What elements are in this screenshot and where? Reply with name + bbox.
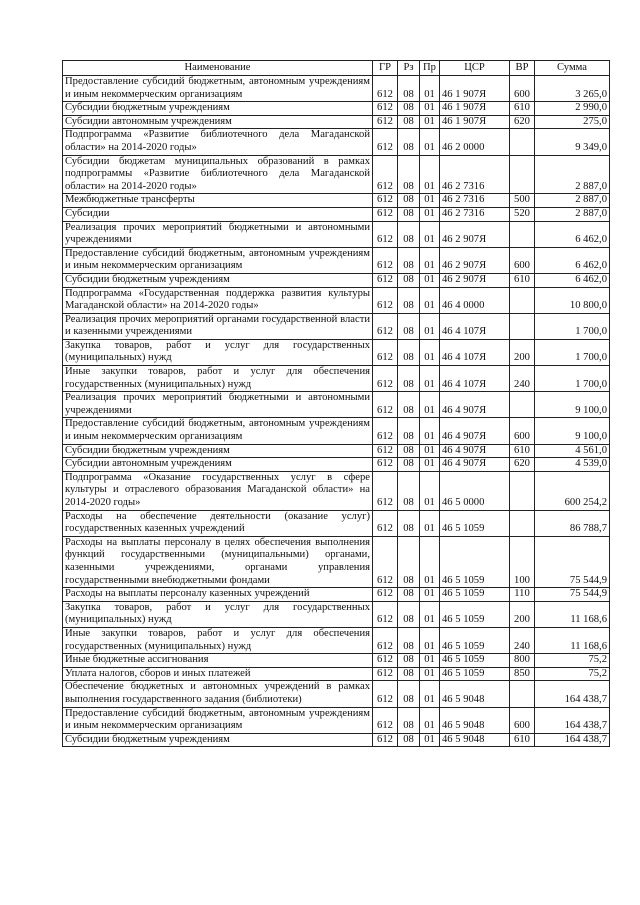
row-name-cell: Подпрограмма «Оказание государственных услуг в сфере культуры и отраслевого образования Магаданской области» на 2014-2020 годы» <box>63 471 373 510</box>
row-pr-cell: 01 <box>420 588 440 602</box>
row-pr-cell: 01 <box>420 510 440 536</box>
row-name-cell: Субсидии бюджетным учреждениям <box>63 444 373 458</box>
row-sum-cell: 6 462,0 <box>535 273 610 287</box>
row-name-cell: Обеспечение бюджетных и автономных учреждений в рамках выполнения государственного задания (библиотеки) <box>63 681 373 707</box>
row-rz-cell: 08 <box>398 247 420 273</box>
row-pr-cell: 01 <box>420 129 440 155</box>
row-pr-cell: 01 <box>420 194 440 208</box>
row-name-cell: Расходы на обеспечение деятельности (оказание услуг) государственных казенных учреждений <box>63 510 373 536</box>
row-gr-cell: 612 <box>373 627 398 653</box>
row-name-cell: Уплата налогов, сборов и иных платежей <box>63 667 373 681</box>
row-pr-cell: 01 <box>420 221 440 247</box>
row-gr-cell: 612 <box>373 115 398 129</box>
row-rz-cell: 08 <box>398 339 420 365</box>
row-csr-cell: 46 4 907Я <box>440 444 510 458</box>
row-pr-cell: 01 <box>420 418 440 444</box>
row-gr-cell: 612 <box>373 471 398 510</box>
row-gr-cell: 612 <box>373 418 398 444</box>
row-pr-cell: 01 <box>420 115 440 129</box>
row-vr-cell: 500 <box>510 194 535 208</box>
row-csr-cell: 46 1 907Я <box>440 115 510 129</box>
row-name-cell: Предоставление субсидий бюджетным, автономным учреждениям и иным некоммерческим организациям <box>63 707 373 733</box>
table-row <box>63 681 610 707</box>
budget-table <box>62 60 610 747</box>
row-rz-cell: 08 <box>398 471 420 510</box>
row-rz-cell: 08 <box>398 458 420 472</box>
row-csr-cell: 46 5 1059 <box>440 588 510 602</box>
row-rz-cell: 08 <box>398 654 420 668</box>
table-row <box>63 102 610 116</box>
row-gr-cell: 612 <box>373 207 398 221</box>
row-rz-cell: 08 <box>398 221 420 247</box>
row-sum-cell: 2 887,0 <box>535 194 610 208</box>
row-gr-cell: 612 <box>373 102 398 116</box>
row-vr-cell: 110 <box>510 588 535 602</box>
table-row <box>63 444 610 458</box>
row-gr-cell: 612 <box>373 654 398 668</box>
row-pr-cell: 01 <box>420 681 440 707</box>
header-gr: ГР <box>373 61 398 76</box>
row-sum-cell: 11 168,6 <box>535 627 610 653</box>
row-rz-cell: 08 <box>398 588 420 602</box>
row-sum-cell: 9 100,0 <box>535 392 610 418</box>
row-name-cell: Субсидии автономным учреждениям <box>63 458 373 472</box>
row-csr-cell: 46 4 107Я <box>440 339 510 365</box>
table-row <box>63 129 610 155</box>
row-sum-cell: 1 700,0 <box>535 313 610 339</box>
row-vr-cell <box>510 313 535 339</box>
table-row <box>63 194 610 208</box>
table-row <box>63 471 610 510</box>
table-row <box>63 115 610 129</box>
row-sum-cell: 75,2 <box>535 667 610 681</box>
row-csr-cell: 46 2 7316 <box>440 194 510 208</box>
row-vr-cell <box>510 287 535 313</box>
row-name-cell: Подпрограмма «Государственная поддержка развития культуры Магаданской области» на 2014-2020 годы» <box>63 287 373 313</box>
row-rz-cell: 08 <box>398 733 420 747</box>
row-vr-cell: 850 <box>510 667 535 681</box>
row-rz-cell: 08 <box>398 627 420 653</box>
table-row <box>63 313 610 339</box>
row-rz-cell: 08 <box>398 115 420 129</box>
row-vr-cell: 600 <box>510 418 535 444</box>
row-csr-cell: 46 2 7316 <box>440 155 510 194</box>
table-row <box>63 392 610 418</box>
row-pr-cell: 01 <box>420 627 440 653</box>
row-rz-cell: 08 <box>398 707 420 733</box>
row-name-cell: Предоставление субсидий бюджетным, автономным учреждениям и иным некоммерческим организациям <box>63 76 373 102</box>
row-csr-cell: 46 4 107Я <box>440 366 510 392</box>
header-csr: ЦСР <box>440 61 510 76</box>
row-name-cell: Реализация прочих мероприятий органами государственной власти и казенными учреждениями <box>63 313 373 339</box>
header-rz: Рз <box>398 61 420 76</box>
row-pr-cell: 01 <box>420 392 440 418</box>
row-csr-cell: 46 1 907Я <box>440 76 510 102</box>
table-row <box>63 510 610 536</box>
row-sum-cell: 4 539,0 <box>535 458 610 472</box>
row-vr-cell: 240 <box>510 366 535 392</box>
row-vr-cell: 620 <box>510 115 535 129</box>
row-rz-cell: 08 <box>398 313 420 339</box>
row-pr-cell: 01 <box>420 471 440 510</box>
row-gr-cell: 612 <box>373 588 398 602</box>
row-rz-cell: 08 <box>398 102 420 116</box>
table-row <box>63 418 610 444</box>
row-name-cell: Закупка товаров, работ и услуг для государственных (муниципальных) нужд <box>63 601 373 627</box>
row-gr-cell: 612 <box>373 733 398 747</box>
row-sum-cell: 2 887,0 <box>535 207 610 221</box>
table-row <box>63 707 610 733</box>
row-name-cell: Субсидии бюджетным учреждениям <box>63 273 373 287</box>
row-sum-cell: 600 254,2 <box>535 471 610 510</box>
row-gr-cell: 612 <box>373 247 398 273</box>
row-csr-cell: 46 5 9048 <box>440 707 510 733</box>
row-pr-cell: 01 <box>420 313 440 339</box>
row-gr-cell: 612 <box>373 444 398 458</box>
row-csr-cell: 46 5 1059 <box>440 536 510 587</box>
row-csr-cell: 46 5 1059 <box>440 510 510 536</box>
row-gr-cell: 612 <box>373 667 398 681</box>
row-sum-cell: 1 700,0 <box>535 366 610 392</box>
row-rz-cell: 08 <box>398 536 420 587</box>
row-gr-cell: 612 <box>373 366 398 392</box>
row-rz-cell: 08 <box>398 418 420 444</box>
row-csr-cell: 46 5 1059 <box>440 667 510 681</box>
row-rz-cell: 08 <box>398 155 420 194</box>
row-gr-cell: 612 <box>373 681 398 707</box>
row-csr-cell: 46 2 7316 <box>440 207 510 221</box>
row-rz-cell: 08 <box>398 287 420 313</box>
row-pr-cell: 01 <box>420 207 440 221</box>
row-vr-cell: 610 <box>510 733 535 747</box>
row-sum-cell: 164 438,7 <box>535 707 610 733</box>
row-csr-cell: 46 5 1059 <box>440 627 510 653</box>
row-rz-cell: 08 <box>398 681 420 707</box>
row-name-cell: Расходы на выплаты персоналу в целях обеспечения выполнения функций государственными (муниципальными) органами, казенными учреждениями, органами управления государственными внебюджетными фондами <box>63 536 373 587</box>
row-sum-cell: 10 800,0 <box>535 287 610 313</box>
row-vr-cell: 800 <box>510 654 535 668</box>
row-vr-cell <box>510 155 535 194</box>
row-csr-cell: 46 4 0000 <box>440 287 510 313</box>
row-pr-cell: 01 <box>420 273 440 287</box>
row-name-cell: Расходы на выплаты персоналу казенных учреждений <box>63 588 373 602</box>
row-sum-cell: 4 561,0 <box>535 444 610 458</box>
row-rz-cell: 08 <box>398 194 420 208</box>
row-pr-cell: 01 <box>420 444 440 458</box>
table-row <box>63 627 610 653</box>
table-row <box>63 155 610 194</box>
row-sum-cell: 9 100,0 <box>535 418 610 444</box>
row-csr-cell: 46 2 0000 <box>440 129 510 155</box>
row-gr-cell: 612 <box>373 458 398 472</box>
row-vr-cell: 610 <box>510 102 535 116</box>
row-csr-cell: 46 5 1059 <box>440 654 510 668</box>
row-pr-cell: 01 <box>420 601 440 627</box>
row-name-cell: Межбюджетные трансферты <box>63 194 373 208</box>
row-rz-cell: 08 <box>398 273 420 287</box>
row-vr-cell: 200 <box>510 601 535 627</box>
row-vr-cell <box>510 392 535 418</box>
row-pr-cell: 01 <box>420 155 440 194</box>
row-pr-cell: 01 <box>420 247 440 273</box>
row-pr-cell: 01 <box>420 458 440 472</box>
row-name-cell: Реализация прочих мероприятий бюджетными и автономными учреждениями <box>63 392 373 418</box>
row-name-cell: Субсидии бюджетам муниципальных образований в рамках подпрограммы «Развитие библиотечного дела Магаданской области» на 2014-2020 годы» <box>63 155 373 194</box>
row-vr-cell <box>510 221 535 247</box>
row-gr-cell: 612 <box>373 129 398 155</box>
row-vr-cell: 240 <box>510 627 535 653</box>
row-sum-cell: 275,0 <box>535 115 610 129</box>
row-csr-cell: 46 5 9048 <box>440 681 510 707</box>
row-gr-cell: 612 <box>373 707 398 733</box>
table-row <box>63 366 610 392</box>
row-sum-cell: 11 168,6 <box>535 601 610 627</box>
row-pr-cell: 01 <box>420 366 440 392</box>
row-rz-cell: 08 <box>398 444 420 458</box>
row-pr-cell: 01 <box>420 76 440 102</box>
row-csr-cell: 46 2 907Я <box>440 221 510 247</box>
row-name-cell: Иные закупки товаров, работ и услуг для обеспечения государственных (муниципальных) нужд <box>63 627 373 653</box>
row-name-cell: Иные закупки товаров, работ и услуг для обеспечения государственных (муниципальных) нужд <box>63 366 373 392</box>
row-rz-cell: 08 <box>398 667 420 681</box>
row-sum-cell: 164 438,7 <box>535 733 610 747</box>
table-row <box>63 601 610 627</box>
row-name-cell: Субсидии бюджетным учреждениям <box>63 102 373 116</box>
row-sum-cell: 75,2 <box>535 654 610 668</box>
row-vr-cell <box>510 510 535 536</box>
row-gr-cell: 612 <box>373 273 398 287</box>
row-name-cell: Закупка товаров, работ и услуг для государственных (муниципальных) нужд <box>63 339 373 365</box>
table-row <box>63 654 610 668</box>
row-pr-cell: 01 <box>420 654 440 668</box>
table-row <box>63 733 610 747</box>
table-row <box>63 667 610 681</box>
table-row <box>63 339 610 365</box>
row-rz-cell: 08 <box>398 207 420 221</box>
header-pr: Пр <box>420 61 440 76</box>
row-vr-cell: 600 <box>510 76 535 102</box>
row-csr-cell: 46 5 1059 <box>440 601 510 627</box>
header-name: Наименование <box>63 61 373 76</box>
table-row <box>63 76 610 102</box>
table-row <box>63 588 610 602</box>
row-pr-cell: 01 <box>420 536 440 587</box>
row-vr-cell: 620 <box>510 458 535 472</box>
row-vr-cell: 600 <box>510 247 535 273</box>
row-gr-cell: 612 <box>373 339 398 365</box>
table-row <box>63 221 610 247</box>
row-gr-cell: 612 <box>373 221 398 247</box>
row-vr-cell: 100 <box>510 536 535 587</box>
row-csr-cell: 46 2 907Я <box>440 247 510 273</box>
row-name-cell: Субсидии бюджетным учреждениям <box>63 733 373 747</box>
row-rz-cell: 08 <box>398 76 420 102</box>
row-sum-cell: 9 349,0 <box>535 129 610 155</box>
row-name-cell: Подпрограмма «Развитие библиотечного дела Магаданской области» на 2014-2020 годы» <box>63 129 373 155</box>
row-rz-cell: 08 <box>398 129 420 155</box>
row-gr-cell: 612 <box>373 194 398 208</box>
row-sum-cell: 75 544,9 <box>535 588 610 602</box>
row-vr-cell: 610 <box>510 273 535 287</box>
row-name-cell: Реализация прочих мероприятий бюджетными и автономными учреждениями <box>63 221 373 247</box>
row-sum-cell: 2 887,0 <box>535 155 610 194</box>
row-vr-cell <box>510 129 535 155</box>
table-row <box>63 207 610 221</box>
row-vr-cell <box>510 681 535 707</box>
row-vr-cell <box>510 471 535 510</box>
row-gr-cell: 612 <box>373 392 398 418</box>
row-vr-cell: 610 <box>510 444 535 458</box>
row-name-cell: Субсидии <box>63 207 373 221</box>
document-page <box>62 60 609 747</box>
table-row <box>63 536 610 587</box>
table-header-row <box>63 61 610 76</box>
header-sum: Сумма <box>535 61 610 76</box>
row-sum-cell: 1 700,0 <box>535 339 610 365</box>
header-vr: ВР <box>510 61 535 76</box>
table-row <box>63 458 610 472</box>
row-rz-cell: 08 <box>398 601 420 627</box>
row-name-cell: Субсидии автономным учреждениям <box>63 115 373 129</box>
row-csr-cell: 46 4 907Я <box>440 418 510 444</box>
row-pr-cell: 01 <box>420 102 440 116</box>
row-pr-cell: 01 <box>420 707 440 733</box>
row-sum-cell: 75 544,9 <box>535 536 610 587</box>
row-sum-cell: 2 990,0 <box>535 102 610 116</box>
row-pr-cell: 01 <box>420 667 440 681</box>
row-gr-cell: 612 <box>373 536 398 587</box>
row-csr-cell: 46 4 907Я <box>440 458 510 472</box>
table-body <box>63 76 610 747</box>
row-name-cell: Иные бюджетные ассигнования <box>63 654 373 668</box>
row-csr-cell: 46 5 0000 <box>440 471 510 510</box>
row-gr-cell: 612 <box>373 76 398 102</box>
table-row <box>63 273 610 287</box>
row-pr-cell: 01 <box>420 733 440 747</box>
row-gr-cell: 612 <box>373 313 398 339</box>
row-csr-cell: 46 1 907Я <box>440 102 510 116</box>
row-rz-cell: 08 <box>398 510 420 536</box>
row-sum-cell: 164 438,7 <box>535 681 610 707</box>
row-vr-cell: 600 <box>510 707 535 733</box>
row-name-cell: Предоставление субсидий бюджетным, автономным учреждениям и иным некоммерческим организациям <box>63 418 373 444</box>
row-gr-cell: 612 <box>373 155 398 194</box>
row-csr-cell: 46 4 907Я <box>440 392 510 418</box>
row-name-cell: Предоставление субсидий бюджетным, автономным учреждениям и иным некоммерческим организациям <box>63 247 373 273</box>
row-rz-cell: 08 <box>398 392 420 418</box>
table-row <box>63 287 610 313</box>
row-sum-cell: 3 265,0 <box>535 76 610 102</box>
row-sum-cell: 6 462,0 <box>535 221 610 247</box>
table-row <box>63 247 610 273</box>
row-vr-cell: 520 <box>510 207 535 221</box>
row-gr-cell: 612 <box>373 287 398 313</box>
row-vr-cell: 200 <box>510 339 535 365</box>
row-gr-cell: 612 <box>373 510 398 536</box>
row-rz-cell: 08 <box>398 366 420 392</box>
row-gr-cell: 612 <box>373 601 398 627</box>
row-csr-cell: 46 5 9048 <box>440 733 510 747</box>
row-csr-cell: 46 4 107Я <box>440 313 510 339</box>
row-pr-cell: 01 <box>420 339 440 365</box>
row-sum-cell: 6 462,0 <box>535 247 610 273</box>
row-csr-cell: 46 2 907Я <box>440 273 510 287</box>
row-sum-cell: 86 788,7 <box>535 510 610 536</box>
row-pr-cell: 01 <box>420 287 440 313</box>
